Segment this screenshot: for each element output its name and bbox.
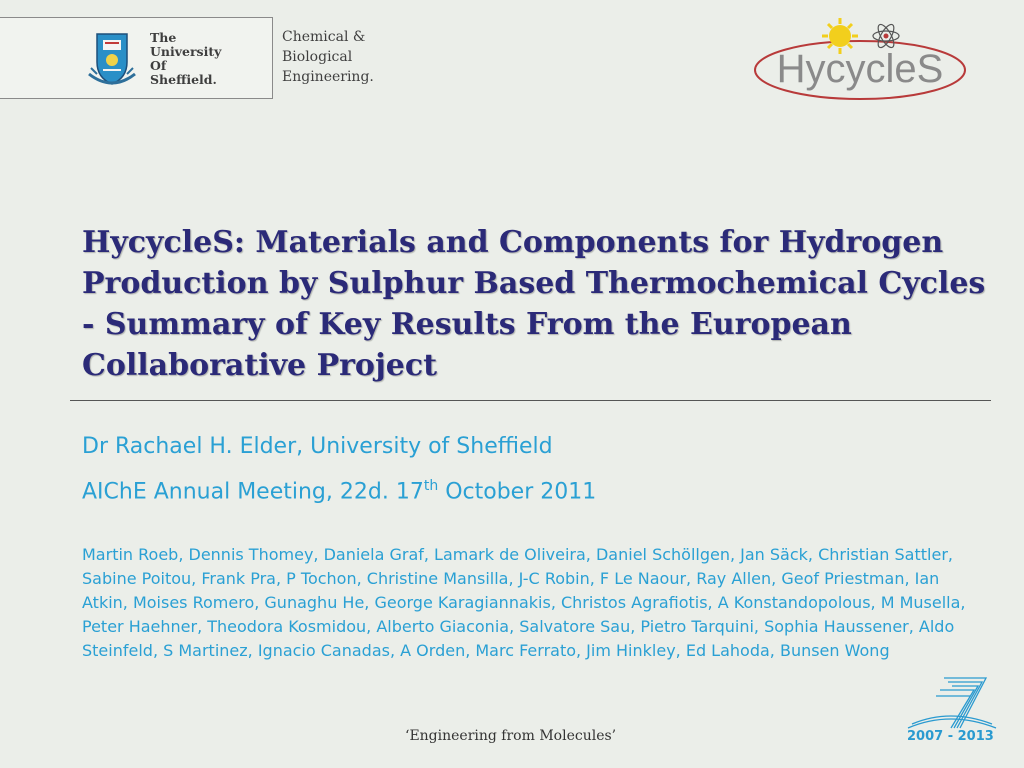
title-divider [70,400,991,401]
contributors-list: Martin Roeb, Dennis Thomey, Daniela Graf, Lamark de Oliveira, Daniel Schöllgen, Jan Säck, Christian Sattler, Sabine Poitou, Frank Pra, P Tochon, Christine Mansilla, J-C Robin, F Le Naour, Ray Allen, Geof Priestman, Ian Atkin, Moises Romero, Gunaghu He, George Karagiannakis, Christos Agrafiotis, A Konstandopolous, M Musella, Peter Haehner, Theodora Kosmidou, Alberto Giaconia, Salvatore Sau, Pietro Tarquini, Sophia Haussener, Aldo Steinfeld, S Martinez, Ignacio Canadas, A Orden, Marc Ferrato, Jim Hinkley, Ed Lahoda, Bunsen Wong [82,545,966,660]
department-name: Chemical & Biological Engineering. [282,29,374,85]
hycycles-logo [752,14,972,104]
fp7-years: 2007 - 2013 [907,729,994,744]
footer-tagline: ‘Engineering from Molecules’ [405,728,617,744]
event-info [82,478,596,504]
presentation-title: HycycleS: Materials and Components for Hydrogen Production by Sulphur Based Thermochemical Cycles - Summary of Key Results From the European Collaborative Project [82,225,986,383]
university-name: The University Of Sheffield. [150,30,222,87]
atom-icon [873,22,899,50]
university-logo-box [0,17,273,99]
university-crest-icon [81,28,143,90]
event-suffix: October 2011 [438,479,597,505]
event-prefix: AIChE Annual Meeting, 22d. 17 [82,479,424,505]
presenter-name: Dr Rachael H. Elder, University of Sheffield [82,434,553,459]
event-superscript: th [423,478,439,494]
hycycles-logo-text: HycycleS [776,47,944,91]
